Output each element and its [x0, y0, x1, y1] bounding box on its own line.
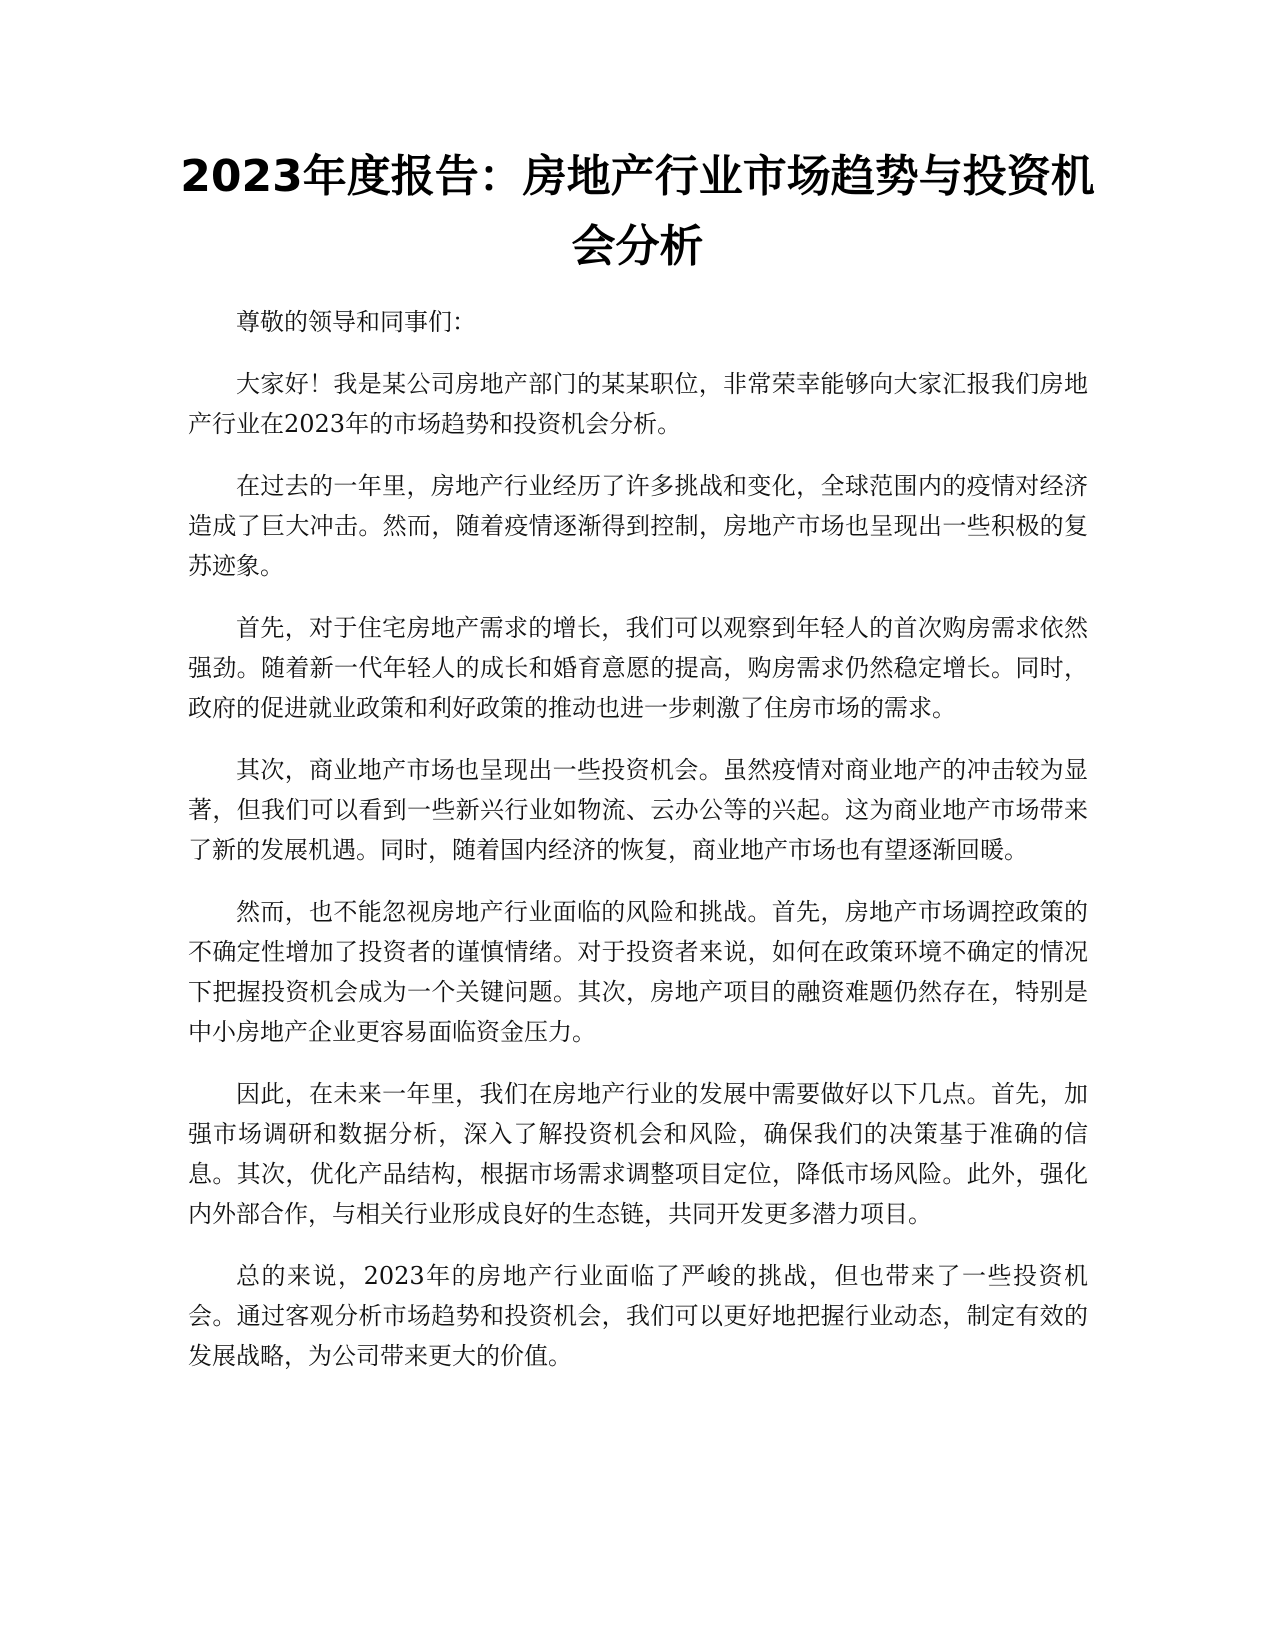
document-body — [188, 302, 1088, 1376]
document-title: 2023年度报告：房地产行业市场趋势与投资机会分析 — [180, 151, 1095, 272]
paragraph-residential: 首先，对于住宅房地产需求的增长，我们可以观察到年轻人的首次购房需求依然强劲。随着新一代年轻人的成长和婚育意愿的提高，购房需求仍然稳定增长。同时，政府的促进就业政策和利好政策的推动也进一步刺激了住房市场的需求。 — [188, 614, 1088, 722]
salutation: 尊敬的领导和同事们： — [236, 308, 476, 336]
paragraph-risks: 然而，也不能忽视房地产行业面临的风险和挑战。首先，房地产市场调控政策的不确定性增加了投资者的谨慎情绪。对于投资者来说，如何在政策环境不确定的情况下把握投资机会成为一个关键问题。其次，房地产项目的融资难题仍然存在，特别是中小房地产企业更容易面临资金压力。 — [188, 898, 1088, 1046]
paragraph-actions: 因此，在未来一年里，我们在房地产行业的发展中需要做好以下几点。首先，加强市场调研和数据分析，深入了解投资机会和风险，确保我们的决策基于准确的信息。其次，优化产品结构，根据市场需求调整项目定位，降低市场风险。此外，强化内外部合作，与相关行业形成良好的生态链，共同开发更多潜力项目。 — [188, 1080, 1088, 1228]
paragraph-conclusion: 总的来说，2023年的房地产行业面临了严峻的挑战，但也带来了一些投资机会。通过客观分析市场趋势和投资机会，我们可以更好地把握行业动态，制定有效的发展战略，为公司带来更大的价值。 — [188, 1262, 1088, 1370]
paragraph-commercial: 其次，商业地产市场也呈现出一些投资机会。虽然疫情对商业地产的冲击较为显著，但我们可以看到一些新兴行业如物流、云办公等的兴起。这为商业地产市场带来了新的发展机遇。同时，随着国内经济的恢复，商业地产市场也有望逐渐回暖。 — [188, 756, 1088, 864]
paragraph-past-year: 在过去的一年里，房地产行业经历了许多挑战和变化，全球范围内的疫情对经济造成了巨大冲击。然而，随着疫情逐渐得到控制，房地产市场也呈现出一些积极的复苏迹象。 — [188, 472, 1088, 580]
paragraph-greeting: 大家好！我是某公司房地产部门的某某职位，非常荣幸能够向大家汇报我们房地产行业在2023年的市场趋势和投资机会分析。 — [188, 370, 1088, 438]
